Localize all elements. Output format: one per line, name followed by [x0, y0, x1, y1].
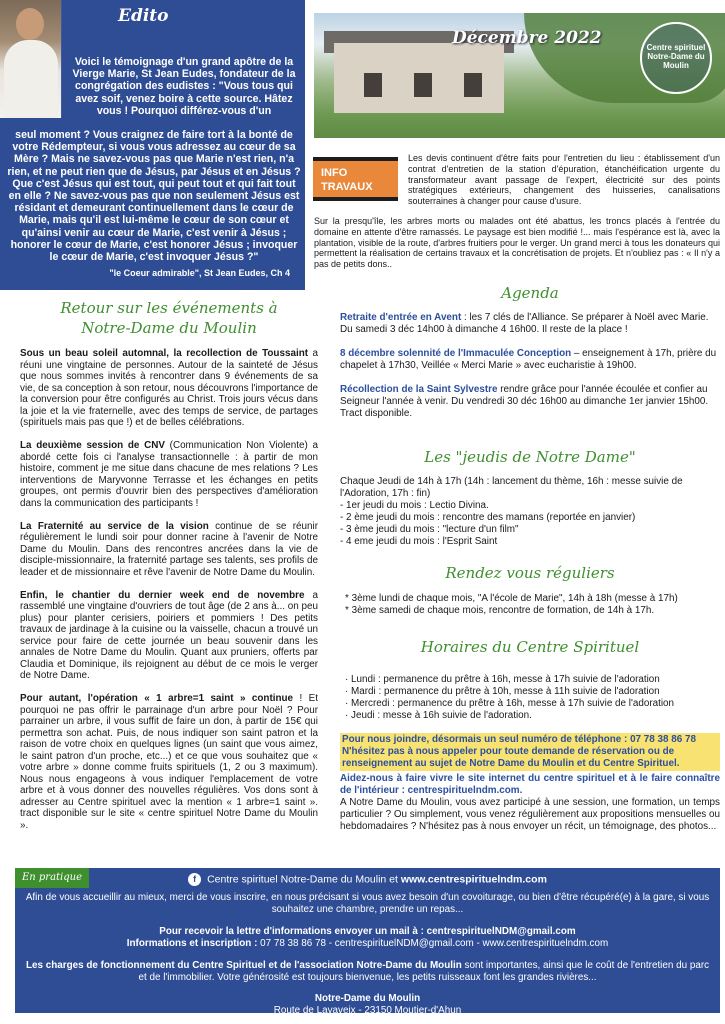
retour-p2-bold: La deuxième session de CNV [20, 440, 165, 451]
agenda-event-1 [340, 312, 720, 336]
travaux-text-1: Les devis continuent d'être faits pour l'entretien du lieu : établissement d'un contrat d'entretien de la station d'épuration, étanchéification urgente du transformateur avant passage de l'expert, électricité sur des points stratégiques extérieurs, changement des huisseries, canalisations souterraines à changer pour cause d'usure. [408, 153, 720, 207]
rdv-content [345, 593, 723, 617]
retour-p1-bold: Sous un beau soleil automnal, la recollection de Toussaint [20, 348, 309, 359]
list-item: · Mardi : permanence du prêtre à 10h, messe à 11h suivie de l'adoration [345, 686, 660, 697]
badge-line1: INFO [321, 167, 348, 179]
footer-info-label: Informations et inscription : [126, 938, 258, 949]
aidez-block [340, 773, 720, 833]
list-item: * 3ème samedi de chaque mois, rencontre de formation, de 14h à 17h. [345, 605, 655, 616]
retour-content [20, 348, 318, 843]
retour-p5-bold: Pour autant, l'opération « 1 arbre=1 saint » continue [20, 693, 294, 704]
retour-p3-text: continue de se réunir régulièrement le lundi soir pour donner racine à l'avenir de Notre Dame du Moulin. Dans des rencontres ancrées dans la vie de disciple-missionnaire, la fraternité partage ses talents, ses profils de leader et de missionnaire et rêve l'avenir de Notre Dame du Moulin. [20, 520, 318, 578]
retour-p2 [20, 440, 318, 509]
retour-title-line1: Retour sur les événements à [60, 299, 278, 317]
footer-address: Route de Lavaveix - 23150 Moutier-d'Ahun [273, 1005, 462, 1016]
priest-photo [0, 0, 62, 118]
website-link[interactable]: www.centrespirituelndm.com [400, 873, 547, 886]
rdv-title: Rendez vous réguliers [445, 564, 615, 582]
horaires-title: Horaires du Centre Spirituel [420, 638, 640, 656]
retour-p5-text: ! Et pourquoi ne pas offrir le parrainage d'un arbre pour Noël ? Pour parrainer un arbre, il vous suffit de faire un don, à partir de 15€ qui permettra son achat. Puis, de nous indiquer son saint patron et la raison de votre choix en quelques lignes (un saint que vous aimez, le saint patron d'un proche, etc...) et ce que vous souhaitez que « votre arbre » donne comme fruits spirituels (1, 2 ou 3 maximum). Nous nous engageons à vous indiquer l'emplacement de votre arbre et à vous donner des nouvelles régulières. Vos dons sont à adresser au Centre spirituel avec la mention « 1 arbre=1 saint ». tract disponible sur le site « centre spirituel Notre Dame du Moulin ». [20, 693, 318, 831]
jeudis-title: Les "jeudis de Notre Dame" [424, 448, 636, 466]
retour-p4 [20, 590, 318, 682]
list-item: - 4 eme jeudi du mois : l'Esprit Saint [340, 536, 498, 547]
list-item: · Mercredi : permanence du prêtre à 16h, messe à 17h suivie de l'adoration [345, 698, 675, 709]
agenda-event-2 [340, 348, 720, 372]
agenda-event-2-text: – enseignement à 17h, prière du chapelet à 17h30, Veillée « Merci Marie » avec eucharistie à 19h00. [340, 348, 717, 371]
list-item: - 2 ème jeudi du mois : rencontre des mamans (reportée en janvier) [340, 512, 636, 523]
agenda-event-1-text: : les 7 clés de l'Alliance. Se préparer à Noël avec Marie. Du samedi 3 déc 14h00 à dimanche 4 16h00. Il reste de la place ! [340, 312, 709, 335]
footer-info [15, 938, 720, 950]
footer-accueil: Afin de vous accueillir au mieux, merci de vous inscrire, en nous précisant si vous avez besoin d'un covoiturage, ou bien d'être récupéré(e) à la gare, si vous souhaitez une chambre, prendre un repas... [25, 892, 710, 915]
aidez-text: A Notre Dame du Moulin, vous avez participé à une session, une formation, un temps particulier ? Ou simplement, vous venez régulièrement aux propositions mensuelles ou hebdomadaires ? N'hésitez pas à nous envoyer un récit, un témoignage, des photos... [340, 797, 720, 832]
agenda-event-3-title: Récollection de la Saint Sylvestre [340, 384, 498, 395]
info-travaux-badge [313, 157, 398, 201]
agenda-title: Agenda [501, 284, 559, 302]
footer-practical [15, 868, 720, 1016]
en-pratique-label: En pratique [15, 868, 89, 888]
list-item: - 1er jeudi du mois : Lectio Divina. [340, 500, 489, 511]
issue-date-title: Décembre 2022 [452, 28, 602, 48]
centre-logo-text: Centre spirituel Notre-Dame du Moulin [646, 43, 706, 70]
list-item: · Jeudi : messe à 16h suivie de l'adoration. [345, 710, 532, 721]
retour-p1 [20, 348, 318, 429]
aidez-title: Aidez-nous à faire vivre le site internet du centre spirituel et à le faire connaître de l'intérieur : centrespirituelndm.com. [340, 773, 720, 796]
horaires-content [345, 674, 723, 722]
retour-p3-bold: La Fraternité au service de la vision [20, 520, 209, 532]
edito-title: Edito [118, 6, 169, 26]
retour-p4-text: a rassemblé une vingtaine d'ouvriers de tout âge (de 2 ans à... on peu plus) pour planter cerisiers, poiriers et pommiers ! Des petits travaux de jardinage à la cuisine ou la vaisselle, chacun a trouvé un service pour faire de cette journée un beau souvenir dans les annales de Notre Dame du Moulin. Quant aux pruniers, offerts par Claudia et Dominique, ils rejoignent au début de ce mois le verger de Notre Dame. [20, 589, 318, 681]
retour-title [20, 298, 318, 338]
list-item: - 3 ème jeudi du mois : "lecture d'un film" [340, 524, 519, 535]
facebook-icon[interactable]: f [188, 873, 201, 886]
retour-p2-text: (Communication Non Violente) a abordé cette fois ci l'analyse transactionnelle : à partir de mon histoire, comment je me situe dans chacune de mes relations ? Les interventions de Maryvonne Terrasse et les échanges en petits groupes, ont permis d'ouvrir bien des perspectives d'amélioration dans la communication des participants ! [20, 440, 318, 509]
retour-p5 [20, 693, 318, 831]
edito-intro: Voici le témoignage d'un grand apôtre de la Vierge Marie, St Jean Eudes, fondateur de la congrégation des eudistes : "Vous tous qui avez soif, venez boire à cette source. Hâtez vous ! Pourquoi différez-vous d'un [72, 56, 296, 117]
retour-title-line2: Notre-Dame du Moulin [81, 319, 257, 337]
agenda-event-3-text: rendre grâce pour l'année écoulée et confier au Seigneur l'année à venir. Du vendredi 30 déc 16h00 au dimanche 1er janvier 15h00. Tract disponible. [340, 384, 709, 419]
edito-source: "le Coeur admirable", St Jean Eudes, Ch 4 [109, 268, 290, 278]
travaux-text-2: Sur la presqu'île, les arbres morts ou malades ont été abattus, les troncs placés à l'entrée du domaine en attente d'être ramassés. Le paysage est bien modifié !... mais l'espérance est là, avec la plantation, visible de la route, d'arbres fruitiers pour le verger. Un grand merci à tous les donateurs qui permettent la réalisation de certains travaux et la concrétisation de projets. Et n'oubliez pas : « Il n'y a pas de petits dons.. [314, 216, 720, 270]
retour-p1-text: a réuni une vingtaine de personnes. Autour de la sainteté de Jésus que nous sommes invités à rencontrer dans 9 événements de sa vie, de sa conception à son retour, nous découvrons l'importance de la conversion pour être configurés au Christ. Trois jours vécus dans la joie et la vie fraternelle, avec des temps de service, de partages (spirituels mais pas que !) et de belles célébrations. [20, 348, 318, 428]
footer-name: Notre-Dame du Moulin [314, 993, 421, 1004]
list-item: * 3ème lundi de chaque mois, "A l'école de Marie", 14h à 18h (messe à 17h) [345, 593, 678, 604]
phone-highlight: Pour nous joindre, désormais un seul numéro de téléphone : 07 78 38 86 78 N'hésitez pas à nous appeler pour toute demande de réservation ou de renseignement au sujet de Notre Dame du Moulin et du Centre Spirituel. [340, 733, 720, 771]
agenda-event-1-title: Retraite d'entrée en Avent [340, 312, 462, 323]
footer-charges-text: sont importantes, ainsi que le coût de l'entretien du parc et de l'immobilier. Votre générosité est toujours bienvenue, les petits ruisseaux font les grandes rivières... [138, 960, 710, 983]
footer-facebook-line [15, 868, 720, 886]
footer-lettre: Pour recevoir la lettre d'informations envoyer un mail à : centrespirituelNDM@gmail.com [159, 926, 576, 937]
footer-charges-bold: Les charges de fonctionnement du Centre Spirituel et de l'association Notre-Dame du Moulin [25, 960, 462, 971]
retour-p4-bold: Enfin, le chantier du dernier week end de novembre [20, 589, 305, 601]
jeudis-content [340, 476, 720, 548]
edito-box [0, 0, 305, 290]
retour-p3 [20, 521, 318, 579]
agenda-event-3 [340, 384, 720, 420]
jeudis-intro: Chaque Jeudi de 14h à 17h (14h : lancement du thème, 16h : messe suivie de l'Adoration, 17h : fin) [340, 476, 683, 499]
footer-info-value: 07 78 38 86 78 - centrespirituelNDM@gmail.com - www.centrespirituelndm.com [257, 938, 609, 949]
footer-charges [23, 960, 712, 984]
edito-body: seul moment ? Vous craignez de faire tort à la bonté de votre Rédempteur, si vous vous adressez au cœur de sa Mère ? Mais ne savez-vous pas que Marie n'est rien, n'a rien, et ne peut rien que de Jésus, par Jésus et en Jésus ? Que c'est Jésus qui est tout, qui peut tout et qui fait tout en elle ? Ne savez-vous pas que non seulement Jésus est résidant et demeurant continuellement dans le cœur de Marie, mais qu'il est lui-même le cœur de son cœur et qu'ainsi venir au cœur de Marie, c'est venir à Jésus ; honorer le cœur de Marie, c'est honorer Jésus ; invoquer le cœur de Marie, c'est invoquer Jésus ?" [7, 129, 301, 264]
list-item: · Lundi : permanence du prêtre à 16h, messe à 17h suivie de l'adoration [345, 674, 660, 685]
agenda-content [340, 312, 720, 432]
fb-line-prefix: Centre spirituel Notre-Dame du Moulin et [207, 873, 401, 886]
agenda-event-2-title: 8 décembre solennité de l'Immaculée Conception [340, 348, 572, 359]
badge-line2: TRAVAUX [321, 181, 373, 193]
